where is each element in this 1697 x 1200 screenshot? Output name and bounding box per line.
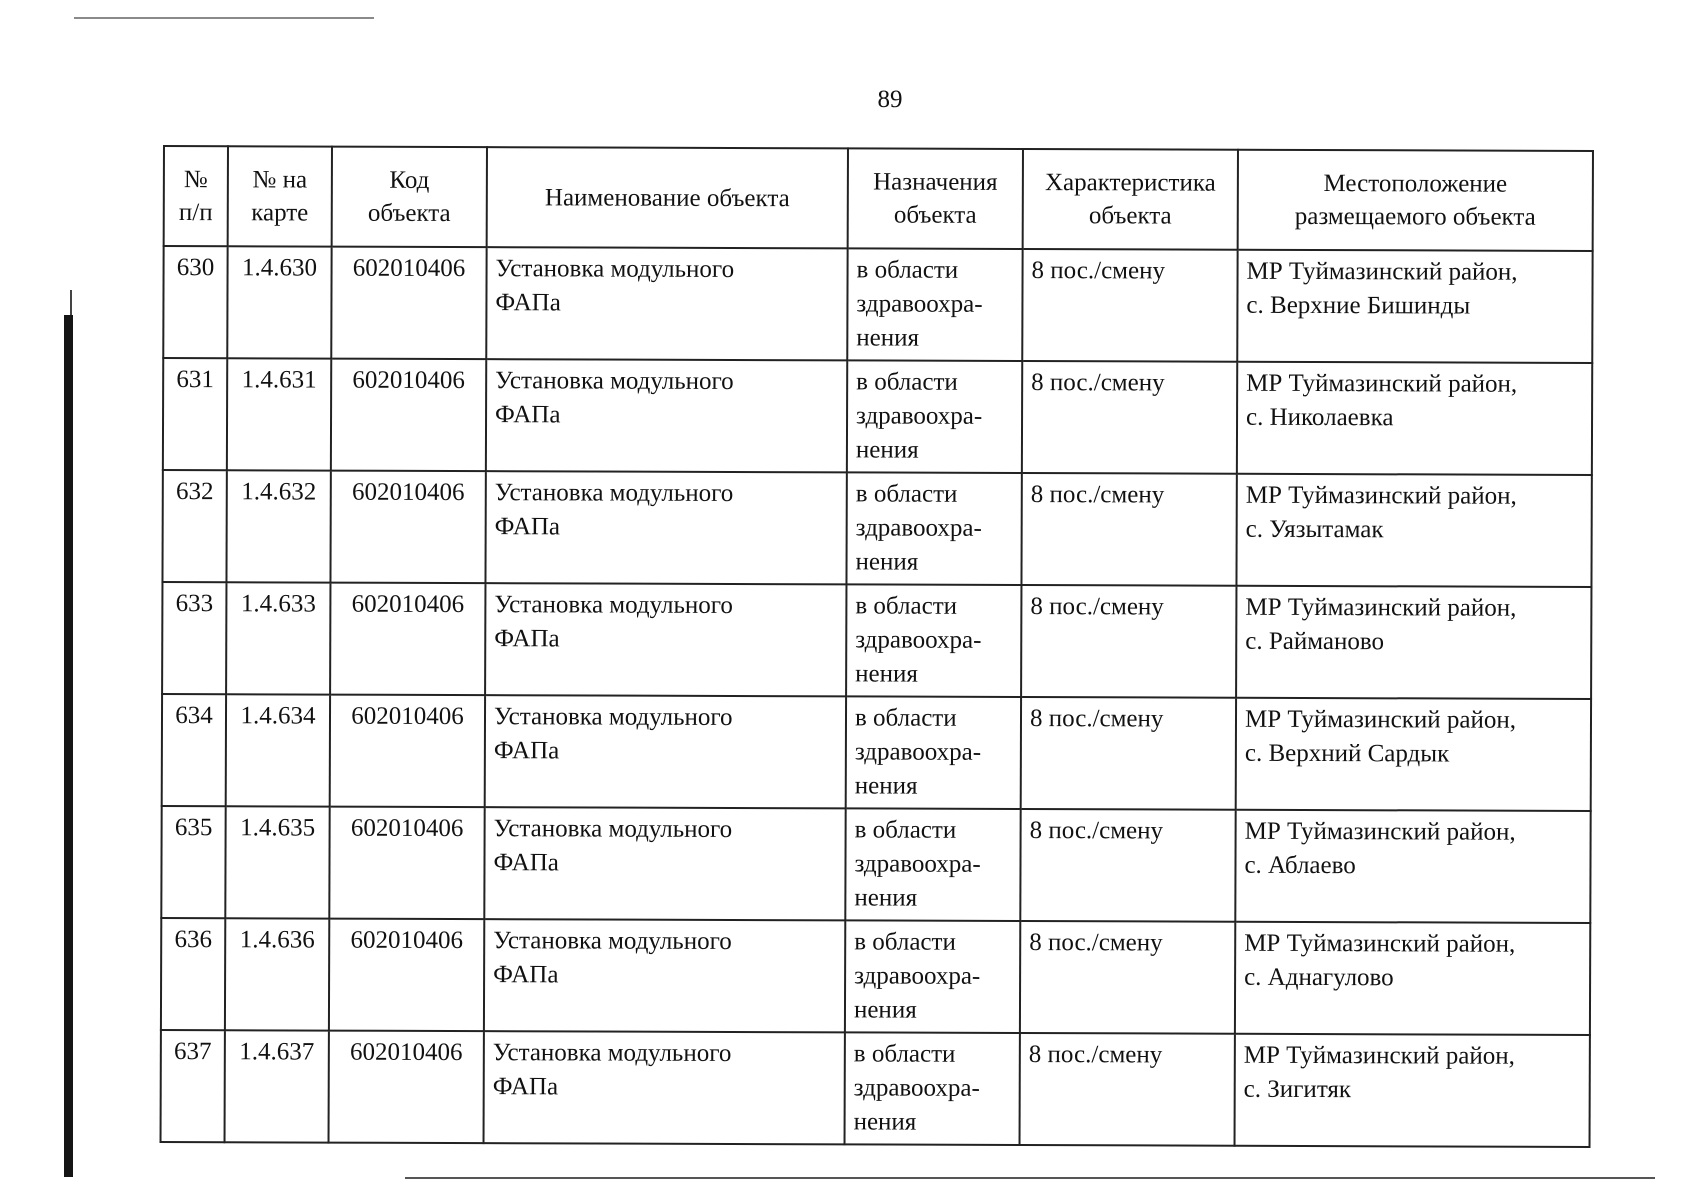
header-map-number — [228, 146, 332, 246]
cell-text-line: нения — [856, 324, 920, 352]
cell-text-line: МР Туймазинский район, — [1246, 369, 1518, 398]
cell-object-code: 602010406 — [331, 247, 486, 360]
cell-num: 633 — [162, 582, 226, 694]
cell-text-line: Установка модульного — [495, 367, 734, 395]
scan-binding-edge — [64, 315, 73, 1177]
cell-object-code: 602010406 — [329, 807, 484, 920]
cell-map-number: 1.4.633 — [226, 582, 330, 694]
cell-object-location — [1235, 922, 1590, 1035]
page-number: 89 — [877, 86, 903, 113]
cell-object-characteristic: 8 пос./смену — [1020, 809, 1235, 922]
cell-object-name — [485, 695, 846, 808]
cell-text-line: в области — [855, 592, 958, 620]
cell-object-characteristic: 8 пос./смену — [1020, 921, 1235, 1034]
header-text-line: № на — [252, 166, 308, 194]
cell-object-code: 602010406 — [329, 919, 484, 1032]
cell-object-purpose — [845, 808, 1020, 921]
cell-text-line: с. Аблаево — [1244, 851, 1356, 880]
cell-map-number: 1.4.634 — [226, 694, 330, 806]
header-text-line: Наименование объекта — [544, 183, 790, 212]
table-header-row — [164, 146, 1593, 251]
cell-num: 637 — [161, 1030, 225, 1142]
cell-object-location — [1237, 250, 1592, 363]
cell-object-name — [485, 583, 846, 696]
cell-text-line: в области — [854, 928, 956, 956]
cell-object-location — [1236, 586, 1591, 699]
table-row — [161, 1030, 1590, 1147]
cell-object-characteristic: 8 пос./смену — [1021, 697, 1236, 810]
cell-text-line: нения — [853, 996, 917, 1024]
cell-text-line: МР Туймазинский район, — [1246, 257, 1518, 286]
header-text-line: объекта — [367, 199, 451, 228]
cell-num: 634 — [162, 694, 226, 806]
cell-text-line: с. Верхние Бишинды — [1246, 291, 1471, 320]
cell-text-line: ФАПа — [495, 401, 561, 429]
header-text-line: объекта — [893, 201, 977, 229]
cell-object-name — [484, 919, 845, 1032]
header-object-characteristic — [1023, 149, 1238, 250]
cell-object-name — [484, 1031, 845, 1144]
scan-edge-line-top — [74, 17, 374, 19]
cell-object-location — [1236, 474, 1591, 587]
cell-text-line: Установка модульного — [493, 815, 733, 843]
cell-object-location — [1235, 810, 1590, 923]
cell-text-line: с. Зигитяк — [1243, 1075, 1352, 1104]
cell-text-line: Установка модульного — [493, 927, 732, 955]
cell-text-line: в области — [856, 256, 959, 284]
table-row — [161, 918, 1590, 1035]
cell-text-line: МР Туймазинский район, — [1243, 1041, 1515, 1070]
cell-text-line: с. Аднагулово — [1244, 963, 1394, 992]
cell-num: 630 — [163, 246, 227, 358]
cell-object-code: 602010406 — [330, 471, 485, 584]
cell-text-line: МР Туймазинский район, — [1244, 817, 1516, 846]
header-num — [164, 146, 228, 246]
header-text-line: карте — [251, 199, 309, 227]
cell-object-purpose — [846, 696, 1021, 809]
cell-text-line: в области — [853, 1040, 956, 1068]
cell-text-line: здравоохра- — [856, 402, 983, 430]
cell-object-purpose — [847, 248, 1022, 361]
cell-map-number: 1.4.632 — [226, 470, 330, 582]
cell-text-line: МР Туймазинский район, — [1245, 481, 1517, 510]
header-object-name — [487, 147, 848, 248]
cell-text-line: здравоохра- — [855, 626, 982, 654]
cell-text-line: нения — [855, 660, 918, 688]
cell-text-line: с. Райманово — [1245, 627, 1385, 656]
cell-text-line: Установка модульного — [492, 1039, 732, 1067]
cell-text-line: ФАПа — [493, 849, 559, 877]
cell-object-name — [484, 807, 845, 920]
table-row — [162, 582, 1591, 699]
header-object-purpose — [848, 148, 1023, 249]
cell-map-number: 1.4.636 — [225, 918, 329, 1030]
cell-text-line: нения — [853, 1108, 917, 1136]
cell-object-characteristic: 8 пос./смену — [1021, 585, 1236, 698]
header-text-line: п/п — [178, 199, 213, 227]
cell-object-location — [1236, 698, 1591, 811]
cell-text-line: ФАПа — [493, 737, 560, 765]
header-object-location — [1238, 150, 1593, 251]
cell-object-location — [1237, 362, 1592, 475]
objects-table — [160, 145, 1594, 1148]
cell-text-line: в области — [854, 704, 957, 732]
cell-text-line: Установка модульного — [494, 591, 733, 619]
cell-text-line: здравоохра- — [854, 738, 982, 766]
cell-object-purpose — [846, 584, 1021, 697]
header-text-line: Код — [389, 166, 430, 194]
header-text-line: Характеристика — [1044, 169, 1216, 197]
cell-object-name — [485, 471, 846, 584]
cell-text-line: Установка модульного — [493, 703, 733, 731]
cell-object-characteristic: 8 пос./смену — [1020, 1033, 1235, 1146]
scan-edge-line-bottom — [405, 1177, 1655, 1179]
header-text-line: объекта — [1088, 202, 1172, 230]
cell-text-line: нения — [855, 548, 919, 576]
cell-text-line: с. Верхний Сардык — [1244, 739, 1450, 768]
header-text-line: Назначения — [873, 168, 998, 196]
cell-text-line: здравоохра- — [854, 850, 981, 878]
cell-num: 635 — [161, 806, 225, 918]
cell-text-line: ФАПа — [494, 513, 561, 541]
cell-object-code: 602010406 — [330, 695, 485, 808]
cell-object-name — [486, 247, 847, 360]
table-row — [163, 246, 1592, 363]
table-row — [163, 358, 1592, 475]
cell-text-line: ФАПа — [494, 625, 560, 653]
cell-object-code: 602010406 — [330, 583, 485, 696]
cell-text-line: МР Туймазинский район, — [1244, 929, 1516, 958]
cell-num: 631 — [163, 358, 227, 470]
cell-num: 636 — [161, 918, 225, 1030]
table-row — [162, 694, 1591, 811]
cell-num: 632 — [162, 470, 226, 582]
table-row — [161, 806, 1590, 923]
cell-text-line: ФАПа — [495, 289, 561, 317]
cell-object-characteristic: 8 пос./смену — [1022, 249, 1237, 362]
cell-text-line: в области — [855, 480, 958, 508]
header-text-line: размещаемого объекта — [1294, 202, 1536, 231]
cell-text-line: МР Туймазинский район, — [1244, 705, 1517, 734]
cell-text-line: здравоохра- — [853, 1074, 980, 1102]
cell-text-line: в области — [856, 368, 958, 396]
cell-object-code: 602010406 — [331, 359, 486, 472]
cell-object-purpose — [845, 920, 1020, 1033]
cell-map-number: 1.4.630 — [227, 246, 331, 358]
cell-object-purpose — [846, 472, 1021, 585]
cell-text-line: ФАПа — [493, 961, 559, 989]
cell-text-line: здравоохра- — [856, 290, 983, 318]
cell-map-number: 1.4.637 — [225, 1030, 329, 1142]
cell-text-line: здравоохра- — [854, 962, 981, 990]
cell-text-line: здравоохра- — [855, 514, 982, 542]
cell-text-line: нения — [855, 436, 919, 464]
cell-map-number: 1.4.631 — [227, 358, 331, 470]
table-row — [162, 470, 1591, 587]
cell-object-location — [1235, 1034, 1590, 1147]
header-object-code — [332, 147, 487, 248]
cell-map-number: 1.4.635 — [225, 806, 329, 918]
cell-object-purpose — [845, 1032, 1020, 1145]
cell-object-characteristic: 8 пос./смену — [1021, 473, 1236, 586]
cell-object-name — [486, 359, 847, 472]
cell-text-line: ФАПа — [492, 1073, 559, 1101]
cell-text-line: МР Туймазинский район, — [1245, 593, 1517, 622]
header-text-line: Местоположение — [1323, 170, 1508, 198]
cell-object-characteristic: 8 пос./смену — [1022, 361, 1237, 474]
cell-object-code: 602010406 — [329, 1031, 484, 1144]
cell-text-line: Установка модульного — [495, 255, 735, 283]
cell-text-line: с. Николаевка — [1246, 403, 1394, 432]
cell-text-line: нения — [854, 772, 918, 800]
cell-text-line: нения — [854, 884, 918, 912]
cell-text-line: в области — [854, 816, 957, 844]
cell-text-line: Установка модульного — [494, 479, 734, 507]
cell-object-purpose — [847, 360, 1022, 473]
cell-text-line: с. Уязытамак — [1245, 515, 1384, 544]
header-text-line: № — [183, 166, 208, 194]
